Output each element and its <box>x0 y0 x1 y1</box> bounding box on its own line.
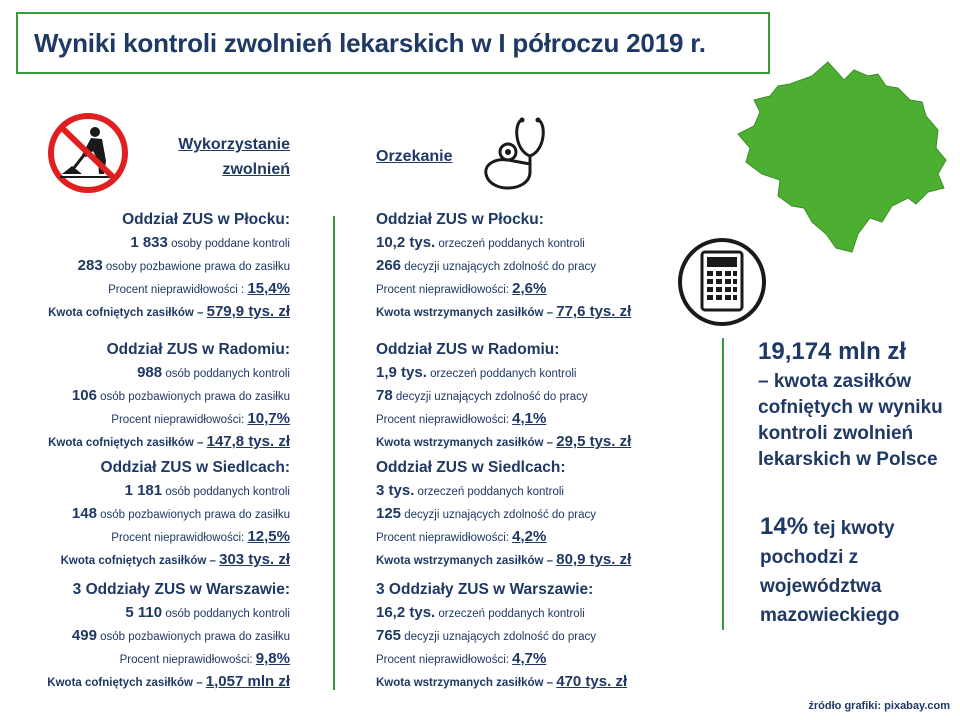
summary-amount: 19,174 mln zł <box>758 338 907 365</box>
row-number: 988 <box>137 364 163 381</box>
section-heading: Oddział ZUS w Siedlcach: <box>100 459 290 476</box>
right-section-warszawa <box>376 578 676 693</box>
row-value: 10,7% <box>247 410 290 427</box>
row-text: decyzji uznających zdolność do pracy <box>401 261 596 273</box>
row-label: Procent nieprawidłowości: <box>376 532 513 544</box>
row-text: orzeczeń poddanych kontroli <box>414 486 564 498</box>
row-text: orzeczeń poddanych kontroli <box>435 608 585 620</box>
row-number: 266 <box>376 257 402 274</box>
row-number: 148 <box>71 505 97 522</box>
row-text: osoby pozbawione prawa do zasiłku <box>102 261 290 273</box>
no-work-icon <box>46 111 130 195</box>
row-text: osoby poddane kontroli <box>167 238 290 250</box>
summary-description: – kwota zasiłków cofniętych w wyniku kontroli zwolnień lekarskich w Polsce <box>758 371 943 470</box>
section-heading: Oddział ZUS w Radomiu: <box>106 341 290 358</box>
row-number: 499 <box>71 627 97 644</box>
right-section-radom <box>376 338 676 453</box>
row-label: Kwota cofniętych zasiłków – <box>48 437 207 449</box>
row-label: Kwota wstrzymanych zasiłków – <box>376 437 557 449</box>
row-value: 80,9 tys. zł <box>556 551 632 568</box>
row-text: decyzji uznających zdolność do pracy <box>392 391 588 403</box>
row-text: osób poddanych kontroli <box>162 486 290 498</box>
summary-share-text: tej kwoty pochodzi z województwa mazowieckiego <box>760 518 900 626</box>
row-number: 5 110 <box>125 604 163 621</box>
column-divider <box>333 216 335 690</box>
row-number: 125 <box>376 505 402 522</box>
left-header-line1: Wykorzystanie <box>178 136 290 153</box>
row-number: 765 <box>376 627 402 644</box>
row-value: 470 tys. zł <box>556 673 628 690</box>
row-label: Procent nieprawidłowości: <box>376 414 513 426</box>
row-label: Kwota wstrzymanych zasiłków – <box>376 307 557 319</box>
row-value: 303 tys. zł <box>219 551 290 568</box>
row-text: decyzji uznających zdolność do pracy <box>401 631 596 643</box>
row-label: Kwota cofniętych zasiłków – <box>48 307 207 319</box>
row-value: 1,057 mln zł <box>205 673 290 690</box>
source-credit: źródło grafiki: pixabay.com <box>808 700 950 712</box>
row-value: 29,5 tys. zł <box>556 433 632 450</box>
row-text: decyzji uznających zdolność do pracy <box>401 509 596 521</box>
row-value: 2,6% <box>512 280 547 297</box>
row-label: Procent nieprawidłowości: <box>376 284 513 296</box>
row-number: 1,9 tys. <box>376 364 427 381</box>
section-heading: 3 Oddziały ZUS w Warszawie: <box>376 581 594 598</box>
left-section-siedlce <box>10 456 290 571</box>
stethoscope-icon <box>478 110 578 200</box>
title-box <box>16 12 770 74</box>
row-label: Kwota cofniętych zasiłków – <box>60 555 220 567</box>
summary-share-value: 14% <box>760 513 809 540</box>
row-value: 579,9 tys. zł <box>206 303 290 320</box>
right-section-plock <box>376 208 676 323</box>
summary-share <box>760 512 960 630</box>
row-value: 147,8 tys. zł <box>206 433 290 450</box>
row-label: Kwota cofniętych zasiłków – <box>47 677 206 689</box>
row-text: osób poddanych kontroli <box>162 368 290 380</box>
row-label: Procent nieprawidłowości: <box>119 654 256 666</box>
row-number: 283 <box>77 257 103 274</box>
row-value: 4,1% <box>512 410 547 427</box>
row-label: Procent nieprawidłowości: <box>376 654 513 666</box>
left-section-plock <box>10 208 290 323</box>
row-number: 106 <box>71 387 97 404</box>
section-heading: Oddział ZUS w Płocku: <box>376 211 544 228</box>
row-number: 1 181 <box>124 482 163 499</box>
right-section-siedlce <box>376 456 676 571</box>
row-text: osób pozbawionych prawa do zasiłku <box>96 631 290 643</box>
section-heading: Oddział ZUS w Radomiu: <box>376 341 560 358</box>
row-value: 4,7% <box>512 650 547 667</box>
left-section-radom <box>10 338 290 453</box>
row-value: 15,4% <box>247 280 290 297</box>
row-number: 16,2 tys. <box>376 604 436 621</box>
mazowieckie-map-icon <box>732 56 954 266</box>
row-text: osób poddanych kontroli <box>162 608 290 620</box>
row-label: Procent nieprawidłowości: <box>111 414 248 426</box>
row-value: 9,8% <box>255 650 290 667</box>
summary-block <box>758 337 958 473</box>
row-text: osób pozbawionych prawa do zasiłku <box>96 391 290 403</box>
row-number: 3 tys. <box>376 482 415 499</box>
row-number: 78 <box>376 387 393 404</box>
row-number: 1 833 <box>130 234 168 251</box>
row-text: orzeczeń poddanych kontroli <box>435 238 585 250</box>
row-value: 4,2% <box>512 528 547 545</box>
row-label: Kwota wstrzymanych zasiłków – <box>376 555 557 567</box>
row-value: 12,5% <box>247 528 290 545</box>
left-header-line2: zwolnień <box>222 161 290 178</box>
page-title: Wyniki kontroli zwolnień lekarskich w I półroczu 2019 r. <box>34 27 706 58</box>
row-label: Procent nieprawidłowości: <box>111 532 248 544</box>
left-section-warszawa <box>10 578 290 693</box>
row-text: orzeczeń poddanych kontroli <box>426 368 577 380</box>
right-column-header: Orzekanie <box>376 148 453 165</box>
row-label: Kwota wstrzymanych zasiłków – <box>376 677 557 689</box>
left-column-header <box>140 132 290 182</box>
row-text: osób pozbawionych prawa do zasiłku <box>96 509 290 521</box>
section-heading: 3 Oddziały ZUS w Warszawie: <box>72 581 290 598</box>
row-number: 10,2 tys. <box>376 234 436 251</box>
section-heading: Oddział ZUS w Płocku: <box>122 211 290 228</box>
section-heading: Oddział ZUS w Siedlcach: <box>376 459 566 476</box>
summary-divider <box>722 338 724 630</box>
row-value: 77,6 tys. zł <box>556 303 632 320</box>
row-label: Procent nieprawidłowości : <box>108 284 248 296</box>
